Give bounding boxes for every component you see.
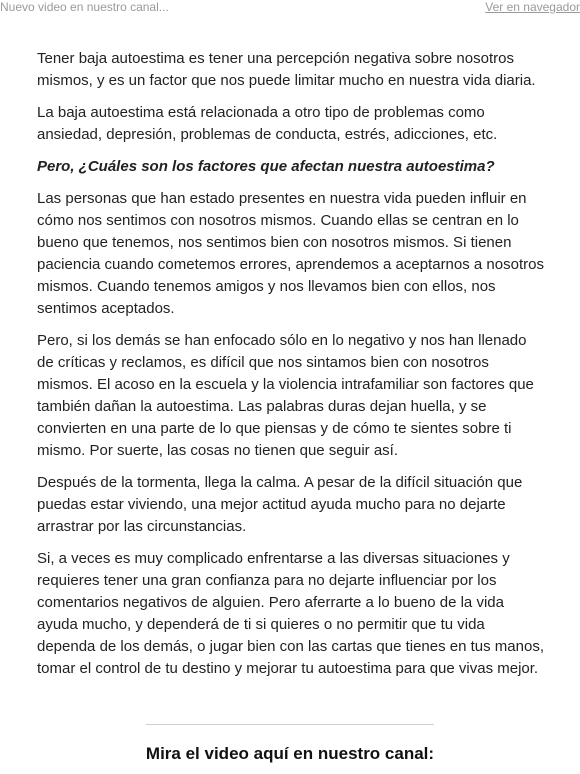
paragraph-people-influence: Las personas que han estado presentes en nuestra vida pueden influir en cómo nos sentimos con nosotros mismos. Cuando ellas se centran en lo bueno que tenemos, nos sentimos bien con nosotros mismos. Si tienen paciencia cuando cometemos errores, aprendemos a aceptarnos a nosotros mismos. Cuando tenemos amigos y nos llevamos bien con ellos, nos sentimos aceptados. — [37, 190, 544, 317]
video-section-heading: Mira el video aquí en nuestro canal: — [145, 744, 435, 763]
paragraph-conclusion: Si, a veces es muy complicado enfrentarse a las diversas situaciones y requieres tener una gran confianza para no dejarte influenciar por los comentarios negativos de alguien. Pero aferrarte a lo bueno de la vida ayuda mucho, y dependerá de ti si quieres o no permitir que tu vida dependa de los demás, o jugar bien con las cartas que tienes en tus manos, tomar el control de tu destino y mejorar tu autoestima para que vivas mejor. — [37, 550, 544, 677]
paragraph-question: Pero, ¿Cuáles son los factores que afectan nuestra autoestima? — [37, 158, 495, 175]
section-divider — [146, 724, 434, 725]
paragraph-after-storm: Después de la tormenta, llega la calma. A pesar de la difícil situación que puedas estar viviendo, una mejor actitud ayuda mucho para no dejarte arrastrar por las circunstancias. — [37, 474, 523, 535]
paragraph-intro: Tener baja autoestima es tener una percepción negativa sobre nosotros mismos, y es un factor que nos puede limitar mucho en nuestra vida diaria. — [37, 50, 536, 89]
preheader-bar — [0, 0, 580, 16]
article-body — [37, 48, 547, 690]
view-in-browser-link[interactable]: Ver en navegador — [485, 0, 580, 14]
preheader-snippet: Nuevo video en nuestro canal... — [0, 0, 169, 14]
paragraph-negative-focus: Pero, si los demás se han enfocado sólo en lo negativo y nos han llenado de críticas y reclamos, es difícil que nos sintamos bien con nosotros mismos. El acoso en la escuela y la violencia intrafamiliar son factores que también dañan la autoestima. Las palabras duras dejan huella, y se convierten en una parte de lo que piensas y de cómo te sientes sobre ti mismo. Por suerte, las cosas no tienen que seguir así. — [37, 332, 534, 459]
paragraph-related-problems: La baja autoestima está relacionada a otro tipo de problemas como ansiedad, depresión, problemas de conducta, estrés, adicciones, etc. — [37, 104, 498, 143]
